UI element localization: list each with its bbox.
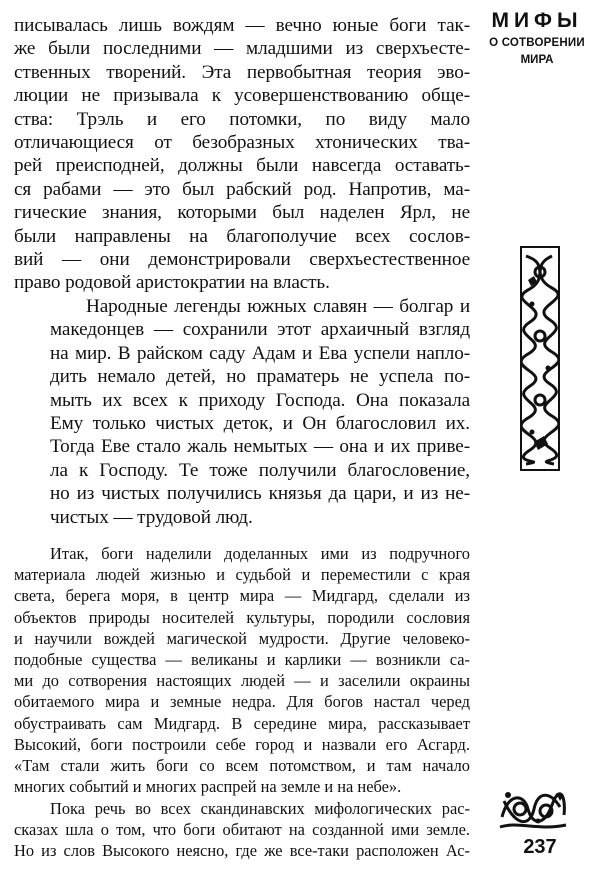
small-paragraph-2 [14, 798, 470, 862]
page-number: 237 [523, 836, 557, 858]
text-line: ся рабами — это был рабский род. Напротив, ма- [14, 178, 470, 200]
text-line: Пока речь во всех скандинавских мифологических рас- [50, 799, 470, 818]
text-line: Ему только чистых деток, и Он благословил их. [50, 412, 470, 434]
running-header-title: МИФЫ [491, 9, 583, 32]
text-line: ми до сотворения настоящих людей — и заселили окраины [14, 671, 470, 691]
text-line: мыть их всех к приходу Господа. Она показала [50, 389, 470, 411]
text-line: и научили вождей магической мудрости. Другие человеко- [14, 628, 470, 648]
text-line: света, берега моря, в центр мира — Мидгард, сделали из [14, 586, 470, 606]
text-line: подобные существа — великаны и карлики — возникли са- [14, 650, 470, 670]
text-line: отличающиеся от безобразных хтонических тва- [14, 132, 470, 154]
text-line: чистых — трудовой люд. [50, 506, 253, 528]
text-line: но из чистых получились князья да цари, и из не- [50, 483, 470, 505]
text-line: дить немало детей, но праматерь не успела по- [50, 366, 470, 388]
small-text-block-1 [14, 543, 470, 797]
text-line: Высокий, боги построили себе город и назвали его Асгард. [14, 734, 470, 754]
norse-ornament-knot [498, 787, 568, 833]
small-text-block-2 [14, 798, 470, 862]
main-paragraph-1 [14, 14, 470, 295]
text-line: «Там стали жить боги со всем потомством, и там начало [14, 756, 470, 776]
text-line: ства: Трэль и его потомки, по виду мало [14, 108, 470, 130]
text-line: объектов природы носителей культуры, породили сословия [14, 607, 470, 627]
text-line: вий — они демонстрировали сверхъестественное [14, 249, 470, 271]
running-header-subtitle-2: МИРА [520, 54, 554, 66]
text-line: писывалась лишь вождям — вечно юные боги так- [14, 15, 470, 36]
main-paragraph-2 [14, 295, 470, 529]
small-paragraph-1 [14, 543, 470, 797]
text-line: сказах шла о том, что боги обитают на созданной ими земле. [14, 820, 470, 840]
text-line: македонцев — сохранили этот архаичный взгляд [50, 319, 470, 341]
text-line: рей преисподней, должны были навсегда оставать- [14, 155, 470, 177]
text-line: многих событий и многих распрей на земле и на небе». [14, 777, 402, 797]
text-line: на мир. В райском саду Адам и Ева успели напло- [50, 342, 470, 364]
text-line: люции не призывала к усовершенствованию обще- [14, 85, 470, 107]
text-line: Тогда Еве стало жаль немытых — она и их приве- [50, 436, 470, 458]
text-line: были направлены на благополучие всех сослов- [14, 225, 470, 247]
text-line: ла к Господу. Те тоже получили благословение, [50, 459, 470, 481]
text-line: Народные легенды южных славян — болгар и [86, 295, 470, 317]
knotwork-beast-icon [498, 787, 568, 833]
text-line: же были последними — младшими из сверхъесте- [14, 38, 470, 60]
running-header-subtitle-1: О СОТВОРЕНИИ [489, 37, 585, 49]
text-line: Но из слов Высокого неясно, где же все-таки расположен Ас- [14, 841, 470, 861]
text-line: обустраивать сам Мидгард. В середине мира, рассказывает [14, 713, 470, 733]
main-text-column [14, 14, 470, 529]
text-line: Итак, боги наделили доделанных ими из подручного [50, 544, 470, 563]
text-line: материала людей жизнью и судьбой и переместили с края [14, 565, 470, 585]
norse-ornament-strip [520, 246, 560, 471]
running-header [488, 8, 586, 69]
knotwork-strip-icon [520, 246, 560, 471]
text-line: гические знания, которыми был наделен Ярл, не [14, 202, 470, 224]
text-line: право родовой аристократии на власть. [14, 272, 330, 294]
text-line: ственных творений. Эта первобытная теория эво- [14, 61, 470, 83]
text-line: обитаемого мира и земные недра. Для богов настал черед [14, 692, 470, 712]
